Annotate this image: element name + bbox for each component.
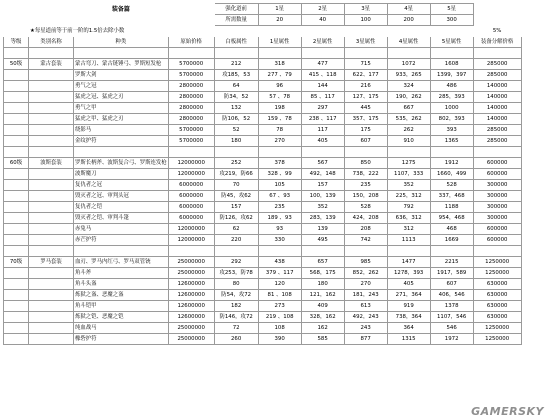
star2-stat: 180 (301, 279, 344, 290)
item-name: 绕影马 (74, 125, 169, 136)
star-header: 1星 (258, 4, 301, 15)
star3-stat: 607 (344, 136, 387, 147)
star-header: 3星 (344, 4, 387, 15)
star3-stat: 243 (344, 323, 387, 334)
decompose-price: 1250000 (473, 334, 521, 345)
star1-stat: 438 (258, 257, 301, 268)
star2-stat: 117 (301, 125, 344, 136)
star5-stat: 1912 (430, 158, 473, 169)
original-price: 25000000 (168, 257, 214, 268)
decompose-price: 1250000 (473, 257, 521, 268)
table-row (4, 257, 522, 268)
base-stat: 防54，攻72 (214, 290, 258, 301)
item-name: 复仇者之铠 (74, 202, 169, 213)
item-name: 炼狱之铠、恶魔之铠 (74, 312, 169, 323)
star3-stat: 985 (344, 257, 387, 268)
star5-stat: 1399，397 (430, 70, 473, 81)
item-name: 金纹护符 (74, 136, 169, 147)
watermark-logo: GAMERSKY (471, 405, 544, 418)
item-name: 勇气之冠 (74, 81, 169, 92)
star3-stat: 181，243 (344, 290, 387, 301)
star2-stat: 657 (301, 257, 344, 268)
star1-stat: 273 (258, 301, 301, 312)
star1-stat: 189 、93 (258, 213, 301, 224)
table-row (4, 70, 522, 81)
star3-stat: 742 (344, 235, 387, 246)
star-header: 2星 (301, 4, 344, 15)
item-name: 猛虎之甲、猛虎之刃 (74, 114, 169, 125)
count-value: 40 (301, 15, 344, 26)
star5-stat: 1107，546 (430, 312, 473, 323)
category-cell: 波斯套装 (29, 158, 74, 169)
star5-stat: 1660，499 (430, 169, 473, 180)
base-stat: 防146，攻72 (214, 312, 258, 323)
star3-stat: 445 (344, 103, 387, 114)
item-name: 橡砦护符 (74, 334, 169, 345)
decompose-price: 630000 (473, 312, 521, 323)
star5-stat: 607 (430, 279, 473, 290)
original-price: 2800000 (168, 114, 214, 125)
star2-stat: 85 、117 (301, 92, 344, 103)
star4-stat: 792 (387, 202, 430, 213)
original-price: 12600000 (168, 290, 214, 301)
table-row (4, 323, 522, 334)
base-stat: 182 (214, 301, 258, 312)
original-price: 25000000 (168, 334, 214, 345)
decompose-price: 600000 (473, 158, 521, 169)
star3-stat: 528 (344, 202, 387, 213)
star2-stat: 139 (301, 224, 344, 235)
star5-stat: 468 (430, 224, 473, 235)
table-row (4, 59, 522, 70)
item-name: 蒙古弯刀、蒙古链锤弓、罗斯短发枪 (74, 59, 169, 70)
star1-stat: 159 、78 (258, 114, 301, 125)
star1-stat: 67 、93 (258, 191, 301, 202)
level-cell: 60级 (4, 158, 29, 169)
star2-stat: 568，175 (301, 268, 344, 279)
decompose-price: 140000 (473, 81, 521, 92)
table-row (4, 158, 522, 169)
category-cell: 罗马套装 (29, 257, 74, 268)
original-price: 12000000 (168, 235, 214, 246)
star5-stat: 393 (430, 125, 473, 136)
item-name: 角斗斧 (74, 268, 169, 279)
decompose-price: 140000 (473, 114, 521, 125)
column-header: 原始价格 (168, 37, 214, 48)
star1-stat: 330 (258, 235, 301, 246)
star4-stat: 1107，333 (387, 169, 430, 180)
decompose-price: 140000 (473, 92, 521, 103)
item-name: 勇气之甲 (74, 103, 169, 114)
star4-stat: 262 (387, 125, 430, 136)
star3-stat: 852，262 (344, 268, 387, 279)
note-text: ★每星道前等于前一阶的1.5倍去除小数 (30, 27, 125, 34)
star5-stat: 285，393 (430, 92, 473, 103)
star1-stat: 390 (258, 334, 301, 345)
star3-stat: 235 (344, 180, 387, 191)
base-stat: 52 (214, 125, 258, 136)
star5-stat: 2215 (430, 257, 473, 268)
base-stat: 攻185，53 (214, 70, 258, 81)
star5-stat: 1917，589 (430, 268, 473, 279)
star3-stat: 208 (344, 224, 387, 235)
star2-stat: 585 (301, 334, 344, 345)
base-stat: 80 (214, 279, 258, 290)
decompose-price: 630000 (473, 279, 521, 290)
original-price: 12600000 (168, 301, 214, 312)
star2-stat: 495 (301, 235, 344, 246)
column-header: 4星属性 (387, 37, 430, 48)
star4-stat: 667 (387, 103, 430, 114)
star5-stat: 802，393 (430, 114, 473, 125)
item-name: 罗斯大剑 (74, 70, 169, 81)
original-price: 6000000 (168, 191, 214, 202)
star4-stat: 364 (387, 323, 430, 334)
star3-stat: 613 (344, 301, 387, 312)
table-row (4, 136, 522, 147)
column-header: 1星属性 (258, 37, 301, 48)
base-stat: 攻253，防78 (214, 268, 258, 279)
item-name: 角斗头盔 (74, 279, 169, 290)
star2-stat: 352 (301, 202, 344, 213)
item-name: 炼狱之盔、恶魔之盔 (74, 290, 169, 301)
star4-stat: 1275 (387, 158, 430, 169)
star2-stat: 328，162 (301, 312, 344, 323)
star2-stat: 409 (301, 301, 344, 312)
star3-stat: 850 (344, 158, 387, 169)
table-row (4, 81, 522, 92)
item-name: 猛虎之冠、猛虎之刃 (74, 92, 169, 103)
item-name: 赤兔马 (74, 224, 169, 235)
star2-stat: 415 、118 (301, 70, 344, 81)
count-value: 100 (344, 15, 387, 26)
star5-stat: 1000 (430, 103, 473, 114)
decompose-price: 285000 (473, 125, 521, 136)
star4-stat: 1315 (387, 334, 430, 345)
star4-stat: 324 (387, 81, 430, 92)
column-header: 等级 (4, 37, 29, 48)
star4-stat: 225，312 (387, 191, 430, 202)
base-stat: 212 (214, 59, 258, 70)
star-header: 5星 (430, 4, 473, 15)
star2-stat: 492，148 (301, 169, 344, 180)
base-stat: 防106，52 (214, 114, 258, 125)
star-header: 4星 (387, 4, 430, 15)
star4-stat: 405 (387, 279, 430, 290)
star4-stat: 738，364 (387, 312, 430, 323)
decompose-price: 600000 (473, 169, 521, 180)
item-name: 纯血战马 (74, 323, 169, 334)
column-header: 白板属性 (214, 37, 258, 48)
star2-stat: 157 (301, 180, 344, 191)
decompose-price: 285000 (473, 59, 521, 70)
star3-stat: 622、177 (344, 70, 387, 81)
level-cell: 50级 (4, 59, 29, 70)
star1-stat: 328 、99 (258, 169, 301, 180)
original-price: 5700000 (168, 136, 214, 147)
star4-stat: 352 (387, 180, 430, 191)
decompose-price: 630000 (473, 290, 521, 301)
star5-stat: 1378 (430, 301, 473, 312)
note-row (4, 26, 522, 37)
star4-stat: 1477 (387, 257, 430, 268)
star4-stat: 190，262 (387, 92, 430, 103)
star5-stat: 1188 (430, 202, 473, 213)
star1-stat: 379 、117 (258, 268, 301, 279)
star2-stat: 121，162 (301, 290, 344, 301)
column-header: 装备分解价格 (473, 37, 521, 48)
original-price: 6000000 (168, 202, 214, 213)
original-price: 12000000 (168, 158, 214, 169)
item-name: 复仇者之冠 (74, 180, 169, 191)
original-price: 25000000 (168, 323, 214, 334)
table-row (4, 114, 522, 125)
star2-stat: 283，139 (301, 213, 344, 224)
base-stat: 64 (214, 81, 258, 92)
star4-stat: 933，265 (387, 70, 430, 81)
star1-stat: 235 (258, 202, 301, 213)
star4-stat: 910 (387, 136, 430, 147)
column-header: 2星属性 (301, 37, 344, 48)
base-stat: 72 (214, 323, 258, 334)
base-stat: 180 (214, 136, 258, 147)
base-stat: 攻219，防66 (214, 169, 258, 180)
star4-stat: 1278，393 (387, 268, 430, 279)
base-stat: 防34，52 (214, 92, 258, 103)
star5-stat: 406，546 (430, 290, 473, 301)
title-row (4, 4, 522, 15)
base-stat: 260 (214, 334, 258, 345)
table-row (4, 103, 522, 114)
decompose-price: 300000 (473, 191, 521, 202)
star5-stat: 954，468 (430, 213, 473, 224)
item-name: 波斯魔刀 (74, 169, 169, 180)
table-row (4, 312, 522, 323)
star5-stat: 1972 (430, 334, 473, 345)
decompose-price: 285000 (473, 70, 521, 81)
star3-stat: 357、175 (344, 114, 387, 125)
star1-stat: 219 、108 (258, 312, 301, 323)
decompose-price: 630000 (473, 301, 521, 312)
star2-stat: 567 (301, 158, 344, 169)
table-row (4, 290, 522, 301)
star1-stat: 378 (258, 158, 301, 169)
item-name: 罗斯长柄斧、波斯复合弓、罗斯连发枪 (74, 158, 169, 169)
base-stat: 220 (214, 235, 258, 246)
table-row (4, 301, 522, 312)
star1-stat: 81 、108 (258, 290, 301, 301)
count-value: 20 (258, 15, 301, 26)
table-row (4, 92, 522, 103)
star1-stat: 96 (258, 81, 301, 92)
original-price: 12600000 (168, 279, 214, 290)
star4-stat: 636，312 (387, 213, 430, 224)
base-stat: 防45，攻62 (214, 191, 258, 202)
star1-stat: 108 (258, 323, 301, 334)
star5-stat: 1669 (430, 235, 473, 246)
star3-stat: 877 (344, 334, 387, 345)
star2-stat: 405 (301, 136, 344, 147)
star2-stat: 144 (301, 81, 344, 92)
item-name: 赤芒护符 (74, 235, 169, 246)
spacer-row (4, 246, 522, 257)
decompose-price: 1250000 (473, 323, 521, 334)
decompose-price: 300000 (473, 202, 521, 213)
table-row (4, 213, 522, 224)
table-row (4, 180, 522, 191)
star2-stat: 238 、117 (301, 114, 344, 125)
base-stat: 62 (214, 224, 258, 235)
table-row (4, 334, 522, 345)
star2-stat: 100，139 (301, 191, 344, 202)
table-row (4, 268, 522, 279)
spreadsheet (3, 3, 522, 345)
column-header: 5星属性 (430, 37, 473, 48)
table-row (4, 169, 522, 180)
table-row (4, 125, 522, 136)
star4-stat: 1072 (387, 59, 430, 70)
star3-stat: 492，243 (344, 312, 387, 323)
original-price: 2800000 (168, 81, 214, 92)
star3-stat: 424，208 (344, 213, 387, 224)
percent-note: 5% (492, 27, 502, 34)
original-price: 2800000 (168, 92, 214, 103)
original-price: 25000000 (168, 268, 214, 279)
count-label: 所需数量 (214, 15, 258, 26)
star5-stat: 337，468 (430, 191, 473, 202)
count-value: 300 (430, 15, 473, 26)
star4-stat: 1113 (387, 235, 430, 246)
star3-stat: 216 (344, 81, 387, 92)
base-stat: 252 (214, 158, 258, 169)
table-row (4, 235, 522, 246)
category-cell: 蒙古套装 (29, 59, 74, 70)
spacer-row (4, 48, 522, 59)
star3-stat: 738，222 (344, 169, 387, 180)
star3-stat: 715 (344, 59, 387, 70)
decompose-price: 300000 (473, 213, 521, 224)
original-price: 12000000 (168, 224, 214, 235)
star5-stat: 1365 (430, 136, 473, 147)
star5-stat: 528 (430, 180, 473, 191)
star4-stat: 919 (387, 301, 430, 312)
upgrade-label: 强化道前 (214, 4, 258, 15)
star3-stat: 127、175 (344, 92, 387, 103)
item-name: 血刃、罗马内红弓、罗马双管铳 (74, 257, 169, 268)
star5-stat: 486 (430, 81, 473, 92)
star1-stat: 57 、78 (258, 92, 301, 103)
star5-stat: 1608 (430, 59, 473, 70)
base-stat: 防126，攻62 (214, 213, 258, 224)
decompose-price: 300000 (473, 180, 521, 191)
item-name: 毁灭者之铠、审判斗篷 (74, 213, 169, 224)
original-price: 12000000 (168, 169, 214, 180)
star4-stat: 312 (387, 224, 430, 235)
column-header: 类别名称 (29, 37, 74, 48)
star1-stat: 318 (258, 59, 301, 70)
star1-stat: 78 (258, 125, 301, 136)
original-price: 6000000 (168, 213, 214, 224)
base-stat: 292 (214, 257, 258, 268)
base-stat: 70 (214, 180, 258, 191)
equipment-table (3, 3, 522, 345)
star2-stat: 297 (301, 103, 344, 114)
star4-stat: 535，262 (387, 114, 430, 125)
star1-stat: 120 (258, 279, 301, 290)
table-row (4, 224, 522, 235)
page-title: 装备篇 (111, 5, 130, 13)
original-price: 5700000 (168, 70, 214, 81)
original-price: 5700000 (168, 125, 214, 136)
star1-stat: 277 、79 (258, 70, 301, 81)
original-price: 5700000 (168, 59, 214, 70)
decompose-price: 1250000 (473, 268, 521, 279)
star1-stat: 105 (258, 180, 301, 191)
column-header: 3星属性 (344, 37, 387, 48)
column-header: 种类 (74, 37, 169, 48)
star2-stat: 162 (301, 323, 344, 334)
decompose-price: 600000 (473, 235, 521, 246)
decompose-price: 140000 (473, 103, 521, 114)
original-price: 2800000 (168, 103, 214, 114)
item-name: 毁灭者之冠、审判头冠 (74, 191, 169, 202)
star3-stat: 270 (344, 279, 387, 290)
star4-stat: 271，364 (387, 290, 430, 301)
item-name: 角斗铠甲 (74, 301, 169, 312)
star3-stat: 175 (344, 125, 387, 136)
original-price: 6000000 (168, 180, 214, 191)
original-price: 12600000 (168, 312, 214, 323)
base-stat: 132 (214, 103, 258, 114)
count-row (4, 15, 522, 26)
level-cell: 70级 (4, 257, 29, 268)
star1-stat: 270 (258, 136, 301, 147)
column-header-row (4, 37, 522, 48)
star1-stat: 198 (258, 103, 301, 114)
star2-stat: 477 (301, 59, 344, 70)
star1-stat: 93 (258, 224, 301, 235)
decompose-price: 600000 (473, 224, 521, 235)
decompose-price: 285000 (473, 136, 521, 147)
base-stat: 157 (214, 202, 258, 213)
table-row (4, 279, 522, 290)
star5-stat: 546 (430, 323, 473, 334)
spacer-row (4, 147, 522, 158)
star3-stat: 150，208 (344, 191, 387, 202)
table-row (4, 202, 522, 213)
table-row (4, 191, 522, 202)
count-value: 200 (387, 15, 430, 26)
